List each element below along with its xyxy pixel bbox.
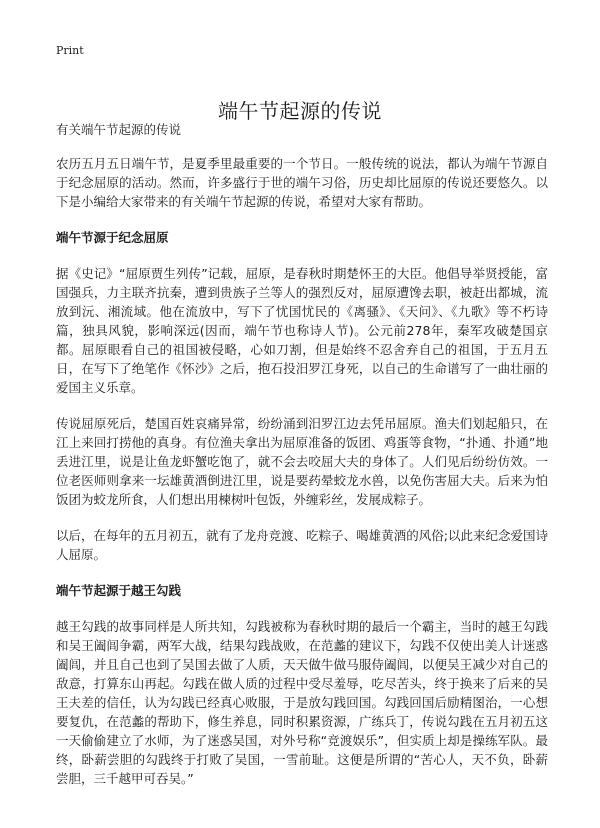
article-subtitle: 有关端午节起源的传说	[56, 122, 182, 137]
section-heading-quyuan: 端午节源于纪念屈原	[56, 230, 169, 245]
section-heading-goujian: 端午节起源于越王勾践	[56, 583, 182, 598]
section-paragraph: 据《史记》“屈原贾生列传”记载，屈原，是春秋时期楚怀王的大臣。他倡导举贤授能，富国强兵，力主联齐抗秦，遭到贵族子兰等人的强烈反对，屈原遭馋去职，被赶出都城，流放到沅、湘流域。他在流放中，写下了忧国忧民的《离骚》、《天问》、《九歌》等不朽诗篇，独具风貌，影响深远(因而，端午节也称诗人节)。公元前278年，秦军攻破楚国京都。屈原眼看自己的祖国被侵略，心如刀割，但是始终不忍舍弃自己的祖国，于五月五日，在写下了绝笔作《怀沙》之后，抱石投汨罗江身死，以自己的生命谱写了一曲壮丽的爱国主义乐章。	[56, 266, 548, 395]
print-link[interactable]: Print	[56, 44, 84, 57]
section-paragraph: 以后，在每年的五月初五，就有了龙舟竞渡、吃粽子、喝雄黄酒的风俗;以此来纪念爱国诗人屈原。	[56, 528, 548, 562]
article-title: 端午节起源的传说	[218, 99, 382, 124]
section-paragraph: 越王勾践的故事同样是人所共知，勾践被称为春秋时期的最后一个霸主，当时的越王勾践和吴王阖闾争霸，两军大战，结果勾践战败，在范蠡的建议下，勾践不仅使出美人计迷惑阖闾，并且自己也到了吴国去做了人质，天天做牛做马服侍阖闾，以便吴王减少对自己的敌意，打算东山再起。勾践在做人质的过程中受尽羞辱，吃尽苦头，终于换来了后来的吴王夫差的信任，认为勾践已经真心败服，于是放勾践回国。勾践回国后励精图治，一心想要复仇，在范蠡的帮助下，修生养息，同时积累资源，广练兵丁，传说勾践在五月初五这一天偷偷建立了水师，为了迷惑吴国，对外号称“竞渡娱乐”，但实质上却是操练军队。最终，卧薪尝胆的勾践终于打败了吴国，一雪前耻。这便是所谓的“苦心人，天不负，卧薪尝胆，三千越甲可吞吴。”	[56, 619, 548, 786]
intro-paragraph: 农历五月五日端午节，是夏季里最重要的一个节日。一般传统的说法，都认为端午节源自于纪念屈原的活动。然而，许多盛行于世的端午习俗，历史却比屈原的传说还要悠久。以下是小编给大家带来的有关端午节起源的传说，希望对大家有帮助。	[56, 156, 548, 209]
article-body	[56, 120, 548, 805]
section-paragraph: 传说屈原死后，楚国百姓哀痛异常，纷纷涌到汨罗江边去凭吊屈原。渔夫们划起船只，在江上来回打捞他的真身。有位渔夫拿出为屈原准备的饭团、鸡蛋等食物，“扑通、扑通”地丢进江里，说是让鱼龙虾蟹吃饱了，就不会去咬屈大夫的身体了。人们见后纷纷仿效。一位老医师则拿来一坛雄黄酒倒进江里，说是要药晕蛟龙水兽，以免伤害屈大夫。后来为怕饭团为蛟龙所食，人们想出用楝树叶包饭，外缠彩丝，发展成粽子。	[56, 416, 548, 507]
